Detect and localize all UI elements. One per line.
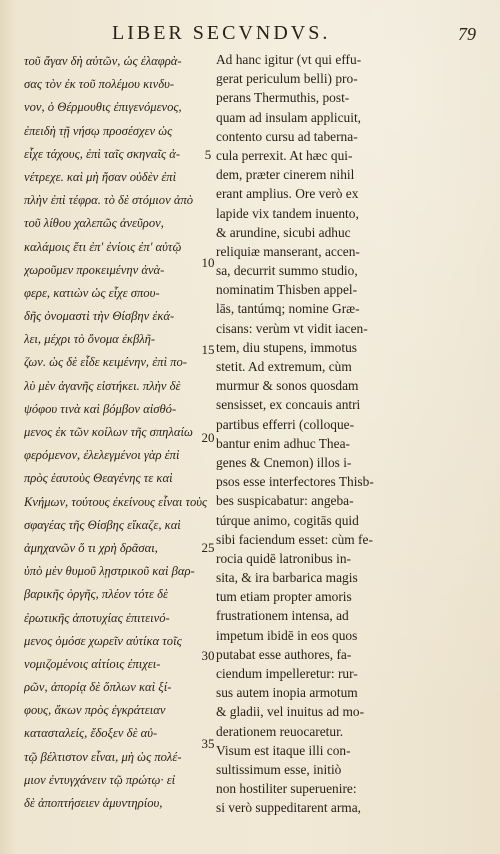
latin-line: erant amplius. Ore verò ex	[216, 186, 359, 202]
latin-line: Ad hanc igitur (vt qui effu-	[216, 52, 362, 67]
latin-line: rocia quidē latronibus in-	[216, 550, 351, 566]
line-number: 30	[201, 648, 215, 663]
running-title: LIBER SECVNDVS.	[112, 22, 331, 44]
latin-line: túrque animo, cogitās quid	[216, 512, 359, 528]
greek-line: μενος ὁμόσε χωρεῖν αὐτίκα τοῖς	[24, 633, 182, 648]
greek-line: τοῦ λίθου χαλεπῶς ἀνεῦρον,	[24, 216, 164, 231]
greek-line: φερόμενον, ἐλελεγμένοι γὰρ ἐπὶ	[24, 448, 180, 463]
latin-line: sus autem inopia armotum	[216, 685, 358, 701]
greek-line: χωροῦμεν προκειμένην ἀνὰ-	[24, 262, 165, 277]
latin-line: sensisset, ex concauis antri	[216, 397, 361, 413]
latin-line: lapide vix tandem inuento,	[216, 205, 359, 221]
latin-line: reliquiæ manserant, accen-	[216, 243, 360, 259]
greek-line: νομιζομένοις αἰτίοις ἐπιχει-	[24, 656, 161, 671]
latin-line: stetit. Ad extremum, cùm	[216, 359, 352, 374]
latin-line: derationem reuocaretur.	[216, 723, 344, 739]
greek-line: σας τὸν ἐκ τοῦ πολέμου κινδυ-	[24, 77, 175, 92]
greek-line: ψόφου τινὰ καὶ βόμβον αἰσθό-	[24, 401, 177, 416]
greek-line: ζων. ὡς δὲ εἶδε κειμένην, ἐπὶ πο-	[24, 355, 187, 370]
latin-line: cula perrexit. At hæc qui-	[216, 147, 353, 163]
latin-line: genes & Cnemon) illos i-	[216, 454, 352, 470]
latin-line: tum etiam propter amoris	[216, 589, 352, 605]
latin-line: dem, præter cinerem nihil	[216, 167, 355, 183]
greek-line: λὺ μὲν ἀγανῆς εἱστήκει. πλὴν δὲ	[24, 378, 181, 393]
latin-line: perans Thermuthis, post-	[216, 90, 350, 106]
greek-line: ὑπὸ μὲν θυμοῦ λῃστρικοῦ καὶ βαρ-	[24, 564, 195, 579]
greek-line: τοῦ ἄγαν δὴ αὐτῶν, ὡς ἐλαφρὰ-	[24, 54, 182, 68]
latin-line: partibus efferri (colloque-	[216, 416, 355, 432]
latin-text-column	[216, 50, 424, 818]
latin-line: sa, decurrit summo studio,	[216, 263, 358, 279]
greek-line: ρῶν, ἀπορίᾳ δὲ ὅπλων καὶ ξί-	[24, 680, 172, 695]
greek-line: εἶχε τάχους, ἐπὶ ταῖς σκηναῖς ἀ-	[24, 146, 181, 161]
greek-line: δῆς ὀνομαστὶ τὴν Θίσβην ἐκά-	[24, 309, 175, 324]
greek-line: Κνήμων, τούτους ἐκείνους εἶναι τοὺς	[24, 494, 208, 509]
greek-line: καλάμοις ἔτι ἐπ' ἐνίοις ἐπ' αὐτῷ	[24, 239, 182, 254]
line-number: 20	[201, 430, 215, 445]
latin-line: bes suspicabatur: angeba-	[216, 493, 354, 509]
latin-line: & gladii, vel inuitus ad mo-	[216, 704, 365, 720]
line-number: 35	[201, 736, 215, 751]
greek-text-column	[24, 50, 210, 815]
greek-line: βαρικῆς ὀργῆς, πλέον τότε δὲ	[24, 587, 168, 602]
latin-line: sibi faciendum esset: cùm fe-	[216, 531, 373, 547]
latin-line: quam ad insulam applicuit,	[216, 109, 362, 125]
greek-line: δὲ ἀποπτήσειεν ἀμυντηρίου,	[24, 796, 163, 810]
latin-line: Visum est itaque illi con-	[216, 742, 351, 758]
greek-line: ἐπειδὴ τῇ νήσῳ προσέσχεν ὡς	[24, 123, 173, 138]
greek-line: λει, μέχρι τὸ ὄνομα ἐκβλῆ-	[24, 332, 156, 347]
greek-line: φους, ἄκων πρὸς ἐγκράτειαν	[24, 703, 166, 718]
latin-line: sultissimum esse, initiò	[216, 761, 342, 777]
greek-line: νέτρεχε. καὶ μὴ ἤσαν οὐδὲν ἐπὶ	[24, 169, 177, 184]
greek-line: μιον ἐντυγχάνειν τῷ πρώτῳ· εἰ	[24, 772, 176, 787]
greek-line: τῷ βέλτιστον εἶναι, μὴ ὡς πολέ-	[24, 749, 182, 764]
latin-line: bantur enim adhuc Thea-	[216, 435, 350, 451]
greek-line: φερε, κατιὼν ὡς εἶχε σπου-	[24, 285, 160, 300]
line-number: 5	[204, 147, 212, 162]
latin-line: gerat periculum belli) pro-	[216, 71, 358, 87]
page-header	[40, 22, 480, 48]
latin-line: frustrationem intensa, ad	[216, 608, 349, 624]
greek-line: ἐρωτικῆς ἀποτυχίας ἐπιτεινό-	[24, 610, 170, 625]
latin-line: putabat esse authores, fa-	[216, 646, 352, 662]
line-number: 15	[201, 342, 215, 357]
line-number: 10	[201, 255, 215, 270]
latin-line: tem, diu stupens, immotus	[216, 339, 357, 355]
latin-line: lās, tantúmq; nomine Græ-	[216, 301, 360, 317]
greek-line: πρὸς ἑαυτοὺς Θεαγένης τε καὶ	[24, 471, 173, 486]
greek-line: πλὴν ἐπὶ τέφρα. τὸ δὲ στόμιον ἀπὸ	[24, 193, 194, 208]
latin-line: contento cursu ad taberna-	[216, 128, 358, 144]
greek-line: νον, ὁ Θέρμουθις ἐπιγενόμενος,	[24, 100, 182, 115]
latin-line: non hostiliter superuenire:	[216, 781, 357, 797]
line-number: 25	[201, 540, 215, 555]
latin-line: & arundine, sicubi adhuc	[216, 224, 351, 240]
latin-line: ciendum impelleretur: rur-	[216, 666, 358, 681]
greek-line: μενος ἐκ τῶν κοίλων τῆς σπηλαίω	[24, 425, 193, 439]
page-number: 79	[458, 24, 476, 44]
latin-line: cisans: verùm vt vidit iacen-	[216, 320, 368, 336]
greek-line: ἀμηχανῶν ὅ τι χρὴ δρᾶσαι,	[24, 540, 158, 555]
latin-line: si verò suppeditarent arma,	[216, 800, 362, 816]
latin-line: sita, & ira barbarica magis	[216, 570, 358, 586]
latin-line: psos esse interfectores Thisb-	[216, 474, 374, 490]
greek-line: σφαγέας τῆς Θίσβης εἴκαζε, καὶ	[24, 517, 181, 532]
latin-line: impetum ibidē in eos quos	[216, 627, 358, 643]
greek-line: κατασταλείς, ἔδοξεν δὲ αὐ-	[24, 726, 158, 741]
latin-line: nominatim Thisben appel-	[216, 282, 358, 298]
latin-line: murmur & sonos quosdam	[216, 378, 359, 394]
